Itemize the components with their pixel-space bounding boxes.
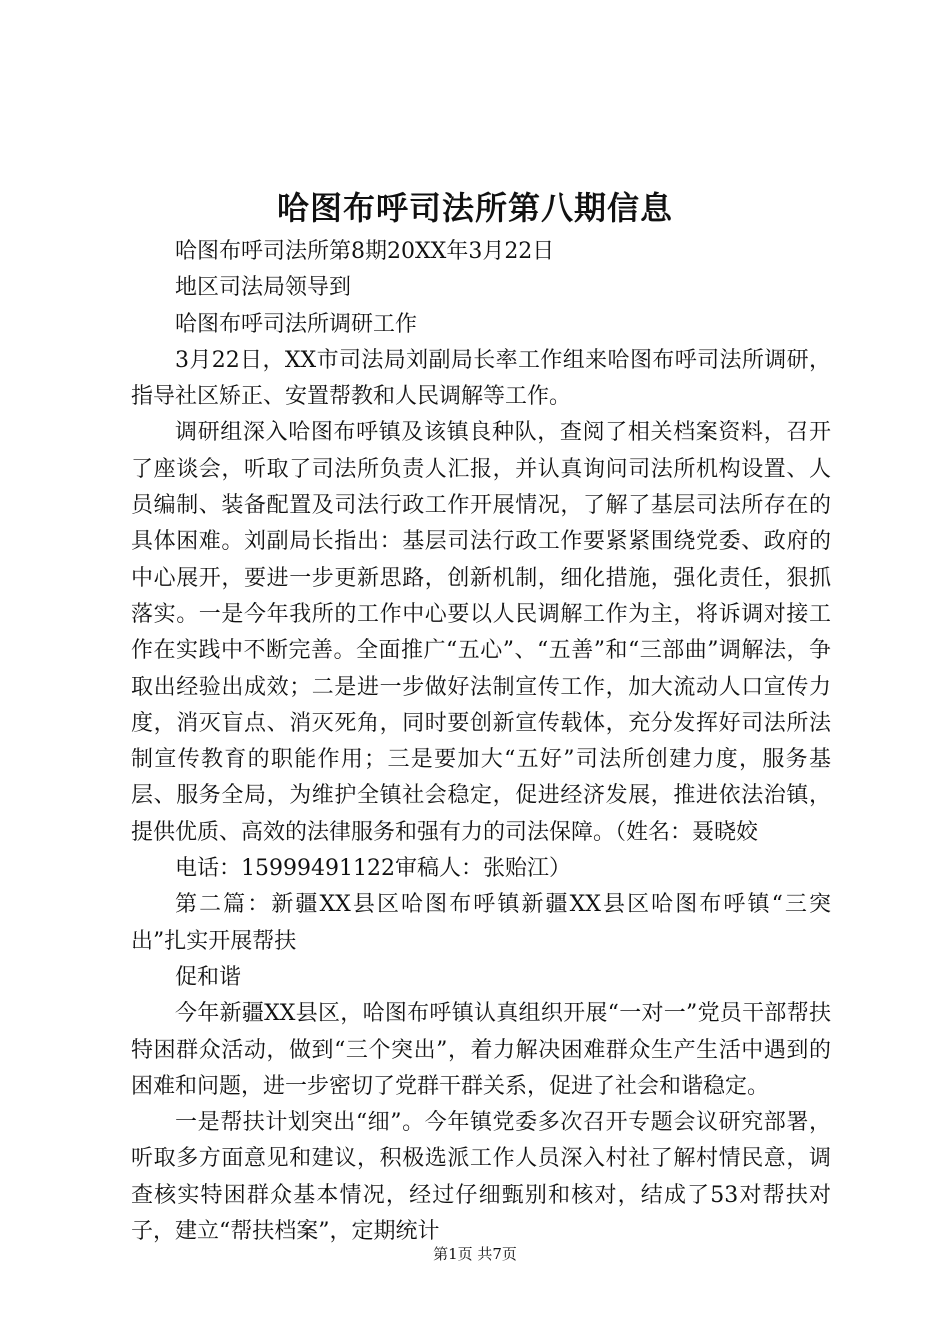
paragraph: 哈图布呼司法所调研工作 — [175, 311, 418, 337]
paragraph: 哈图布呼司法所第8期20XX年3月22日 — [175, 239, 555, 264]
paragraph: 今年新疆XX县区，哈图布呼镇认真组织开展“一对一”党员干部帮扶特困群众活动，做到“三个突出”，着力解决困难群众生产生活中遇到的困难和问题，进一步密切了党群干群关系，促进了社会和谐稳定。 — [131, 1001, 831, 1099]
paragraph: 3月22日，XX市司法局刘副局长率工作组来哈图布呼司法所调研，指导社区矫正、安置帮教和人民调解等工作。 — [131, 347, 831, 410]
paragraph: 第二篇：新疆XX县区哈图布呼镇新疆XX县区哈图布呼镇“三突出”扎实开展帮扶 — [131, 892, 831, 954]
document-body — [131, 234, 831, 1250]
page-number-footer: 第1页 共7页 — [433, 1245, 517, 1263]
paragraph: 促和谐 — [175, 964, 242, 990]
document-title: 哈图布呼司法所第八期信息 — [276, 189, 673, 227]
paragraph: 调研组深入哈图布呼镇及该镇良种队，查阅了相关档案资料，召开了座谈会，听取了司法所负责人汇报，并认真询问司法所机构设置、人员编制、装备配置及司法行政工作开展情况，了解了基层司法所存在的具体困难。刘副局长指出：基层司法行政工作要紧紧围绕党委、政府的中心展开，要进一步更新思路，创新机制，细化措施，强化责任，狠抓落实。一是今年我所的工作中心要以人民调解工作为主，将诉调对接工作在实践中不断完善。全面推广“五心”、“五善”和“三部曲”调解法，争取出经验出成效；二是进一步做好法制宣传工作，加大流动人口宣传力度，消灭盲点、消灭死角，同时要创新宣传载体，充分发挥好司法所法制宣传教育的职能作用；三是要加大“五好”司法所创建力度，服务基层、服务全局，为维护全镇社会稳定，促进经济发展，推进依法治镇，提供优质、高效的法律服务和强有力的司法保障。（姓名：聂晓姣 — [131, 420, 831, 845]
paragraph: 地区司法局领导到 — [175, 275, 352, 301]
paragraph: 一是帮扶计划突出“细”。今年镇党委多次召开专题会议研究部署，听取多方面意见和建议，积极选派工作人员深入村社了解村情民意，调查核实特困群众基本情况，经过仔细甄别和核对，结成了53对帮扶对子，建立“帮扶档案”，定期统计 — [131, 1110, 831, 1245]
paragraph: 电话：15999491122审稿人：张贻江） — [175, 856, 571, 882]
